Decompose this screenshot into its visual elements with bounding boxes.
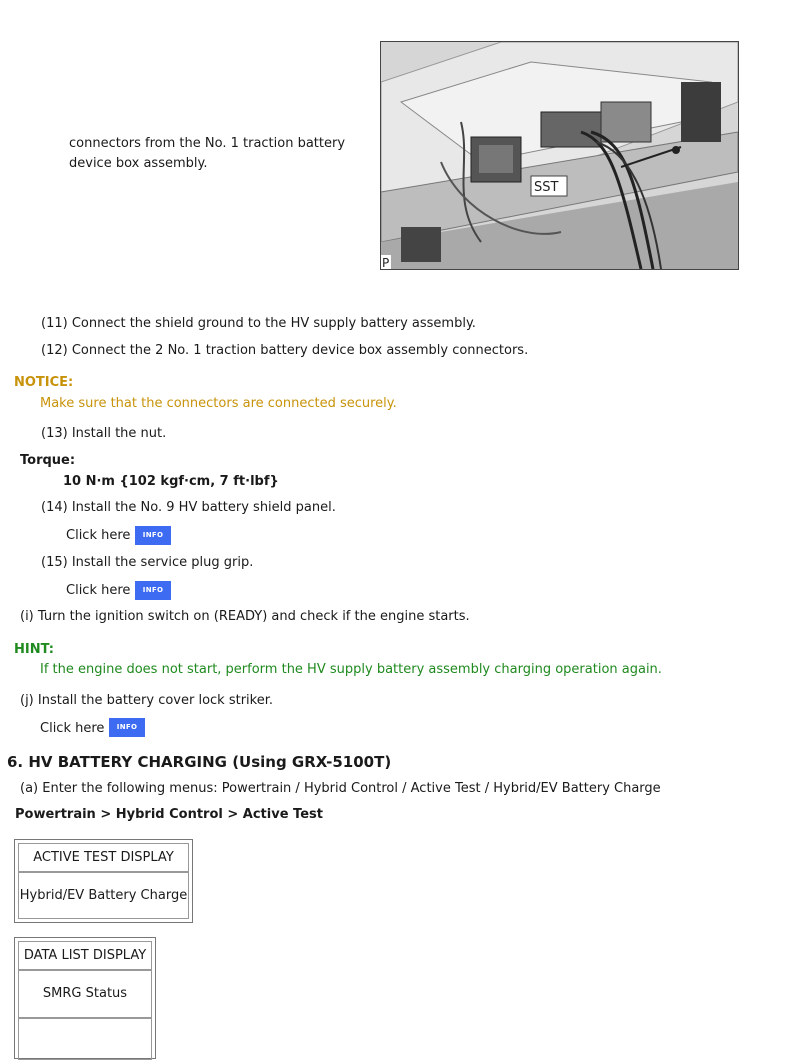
active-test-item: Hybrid/EV Battery Charge xyxy=(18,872,189,919)
step-14: (14) Install the No. 9 HV battery shield panel. xyxy=(41,500,336,515)
info-button[interactable]: INFO xyxy=(135,581,171,600)
notice-heading: NOTICE: xyxy=(14,375,74,390)
menu-path: Powertrain > Hybrid Control > Active Test xyxy=(15,807,323,822)
step-11: (11) Connect the shield ground to the HV supply battery assembly. xyxy=(41,316,476,331)
section-title: 6. HV BATTERY CHARGING (Using GRX-5100T) xyxy=(7,753,392,771)
data-list-empty-cell xyxy=(18,1018,152,1060)
step-i: (i) Turn the ignition switch on (READY) and check if the engine starts. xyxy=(20,609,470,624)
notice-text: Make sure that the connectors are connected securely. xyxy=(40,396,397,411)
sst-label: SST xyxy=(534,180,559,195)
click-here-link[interactable]: Click here xyxy=(66,583,131,598)
active-test-header: ACTIVE TEST DISPLAY xyxy=(18,843,189,872)
step-j: (j) Install the battery cover lock striker. xyxy=(20,693,274,708)
connector-illustration xyxy=(380,41,739,270)
click-here-link[interactable]: Click here xyxy=(40,721,105,736)
intro-text: connectors from the No. 1 traction battery device box assembly. xyxy=(69,136,346,171)
data-list-item: SMRG Status xyxy=(18,970,152,1018)
step-a: (a) Enter the following menus: Powertrain / Hybrid Control / Active Test / Hybrid/EV Battery Charge xyxy=(20,781,661,796)
data-list-table xyxy=(14,937,156,1059)
torque-value: 10 N·m {102 kgf·cm, 7 ft·lbf} xyxy=(63,474,279,489)
step-12: (12) Connect the 2 No. 1 traction battery device box assembly connectors. xyxy=(41,343,529,358)
engine-parts-illustration xyxy=(381,42,738,269)
hint-heading: HINT: xyxy=(14,642,54,657)
hint-text: If the engine does not start, perform the HV supply battery assembly charging operation again. xyxy=(40,662,662,677)
data-list-header: DATA LIST DISPLAY xyxy=(18,941,152,970)
step-13: (13) Install the nut. xyxy=(41,426,167,441)
info-button[interactable]: INFO xyxy=(109,718,145,737)
torque-heading: Torque: xyxy=(20,453,76,468)
active-test-table xyxy=(14,839,193,923)
step-15: (15) Install the service plug grip. xyxy=(41,555,254,570)
info-button[interactable]: INFO xyxy=(135,526,171,545)
corner-label: P xyxy=(382,256,390,269)
click-here-link[interactable]: Click here xyxy=(66,528,131,543)
